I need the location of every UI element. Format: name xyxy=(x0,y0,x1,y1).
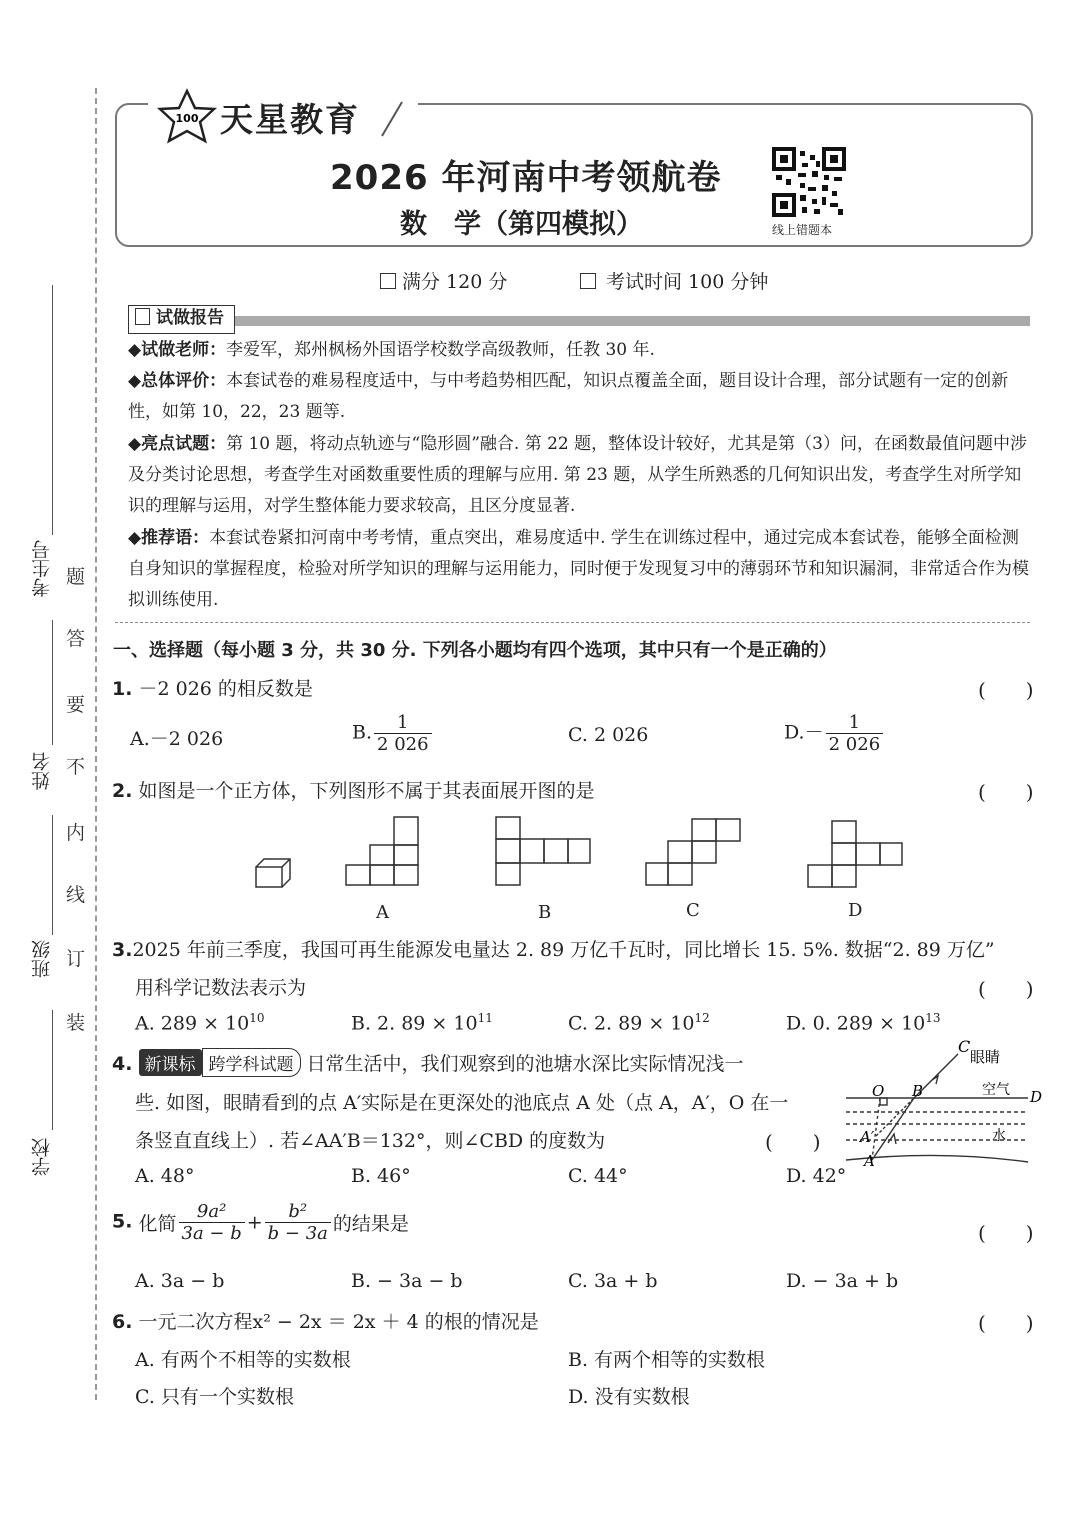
option-c[interactable]: C. 2 026 xyxy=(568,724,649,746)
report-teacher: ◆试做老师：李爱军，郑州枫杨外国语学校数学高级教师，任教 30 年. xyxy=(128,340,655,360)
answer-paren[interactable]: ( ) xyxy=(978,1221,1034,1245)
option-b[interactable]: B. − 3a − b xyxy=(351,1270,463,1292)
report-divider xyxy=(115,622,1030,623)
new-curriculum-tag: 新课标 xyxy=(139,1049,202,1076)
question-4-line1: 4. 新课标 跨学科试题 日常生活中，我们观察到的池塘水深比实际情况浅一 xyxy=(112,1048,744,1077)
exam-number-line xyxy=(52,285,53,535)
question-6: 6. 一元二次方程x² − 2x ＝ 2x ＋ 4 的根的情况是 xyxy=(112,1311,539,1333)
option-d[interactable]: D. 0. $289 \times 10^{13}$ xyxy=(786,1011,941,1035)
school-line xyxy=(52,1010,53,1130)
net-b xyxy=(496,817,590,885)
net-label-c: C xyxy=(686,900,700,921)
warning-char: 线 xyxy=(66,884,86,906)
option-b[interactable]: B. 有两个相等的实数根 xyxy=(568,1349,766,1371)
option-a[interactable]: A. 3a − b xyxy=(135,1270,225,1292)
question-3-line2: 用科学记数法表示为 xyxy=(135,977,307,999)
school-label: 学校 xyxy=(31,1138,53,1176)
exam-time-text: 考试时间 100 分钟 xyxy=(606,271,769,293)
teacher-label: 试做老师： xyxy=(141,340,227,360)
option-a[interactable]: A.－2 026 xyxy=(130,728,224,750)
warning-char: 装 xyxy=(66,1012,86,1034)
binding-dashed-line xyxy=(95,88,97,1400)
teacher-text: 李爱军，郑州枫杨外国语学校数学高级教师，任教 30 年. xyxy=(226,340,655,360)
net-label-a: A xyxy=(376,902,389,923)
report-heading-text: 试做报告 xyxy=(156,308,224,328)
warning-char: 题 xyxy=(66,566,86,588)
option-c[interactable]: C. 3a + b xyxy=(568,1270,658,1292)
exam-number-label: 考生号 xyxy=(31,540,53,597)
cube-nets-figure xyxy=(250,815,910,895)
recommend-text: 本套试卷紧扣河南中考考情，重点突出，难易度适中. 学生在训练过程中，通过完成本套试卷，能够全面检测自身知识的掌握程度，检验对所学知识的理解与运用能力，同时便于发现复习中的薄弱环节和知识漏洞，非常适合作为模拟训练使用. xyxy=(128,528,1029,610)
option-c[interactable]: C. 2. $89 \times 10^{12}$ xyxy=(568,1011,710,1035)
highlight-text: 第 10 题，将动点轨迹与“隐形圆”融合. 第 22 题，整体设计较好，尤其是第（3）问，在函数最值问题中涉及分类讨论思想，考查学生对函数重要性质的理解与应用. 第 23 题，从学生所熟悉的几何知识出发，考查学生对所学知识的理解与运用，对学生整体能力要求较高，且区分度显著. xyxy=(128,434,1027,516)
warning-char: 不 xyxy=(66,756,86,778)
question-text: －2 026 的相反数是 xyxy=(138,678,313,700)
section-heading: 一、选择题（每小题 3 分，共 30 分. 下列各小题均有四个选项，其中只有一个是正确的） xyxy=(113,640,837,661)
question-number: 1. xyxy=(112,678,133,700)
pond-refraction-figure xyxy=(840,1037,1043,1175)
class-label: 班级 xyxy=(31,940,53,978)
point-b-label: B xyxy=(912,1082,924,1100)
name-line xyxy=(52,620,53,745)
full-score-row xyxy=(380,267,507,294)
name-label: 姓名 xyxy=(31,752,53,790)
option-a[interactable]: A. 48° xyxy=(135,1165,195,1187)
warning-char: 答 xyxy=(66,628,86,650)
exam-title: 2026 年河南中考领航卷 xyxy=(330,158,722,198)
class-line xyxy=(52,815,53,935)
overall-text: 本套试卷的难易程度适中，与中考趋势相匹配，知识点覆盖全面，题目设计合理，部分试题有一定的创新性，如第 10，22，23 题等. xyxy=(128,371,1009,422)
highlight-label: 亮点试题： xyxy=(141,434,227,454)
option-d[interactable]: D.－ $\frac{1}{2 026}$ xyxy=(784,712,885,755)
report-heading-bar xyxy=(128,316,1030,326)
exam-time-row xyxy=(580,267,768,294)
overall-label: 总体评价： xyxy=(141,371,227,391)
report-heading xyxy=(128,305,235,334)
net-label-d: D xyxy=(848,900,863,921)
question-4-line2: 些. 如图，眼睛看到的点 A′实际是在更深处的池底点 A 处（点 A，A′，O 在一 xyxy=(135,1092,789,1114)
question-3-line1: 3.2025 年前三季度，我国可再生能源发电量达 2. 89 万亿千瓦时，同比增长 15. 5%. 数据“2. 89 万亿” xyxy=(112,939,995,961)
report-recommend: ◆推荐语：本套试卷紧扣河南中考考情，重点突出，难易度适中. 学生在训练过程中，通过完成本套试卷，能够全面检测自身知识的掌握程度，检验对所学知识的理解与运用能力，同时便于发现复习中的薄弱环节和知识漏洞，非常适合作为模拟训练使用. xyxy=(128,528,1029,610)
report-overall: ◆总体评价：本套试卷的难易程度适中，与中考趋势相匹配，知识点覆盖全面，题目设计合理，部分试题有一定的创新性，如第 10，22，23 题等. xyxy=(128,371,1009,422)
logo-badge-text: 100 xyxy=(175,112,199,125)
qr-caption: 线上错题本 xyxy=(772,223,833,237)
exam-subtitle: 数 学（第四模拟） xyxy=(400,209,643,240)
option-b[interactable]: B. 2. $89 \times 10^{11}$ xyxy=(351,1011,493,1035)
question-5: 5. 化简 $\frac{\text{9a²}}{3a - b}$ + $\frac{\text{b²}}{b - 3a}$ 的结果是 xyxy=(112,1201,409,1244)
point-a-label: A xyxy=(864,1152,875,1170)
answer-paren[interactable]: ( ) xyxy=(978,977,1034,1001)
cube-icon xyxy=(256,859,290,887)
answer-paren[interactable]: ( ) xyxy=(978,1311,1034,1335)
slash-decoration xyxy=(378,98,408,138)
star-logo-icon xyxy=(152,88,222,146)
qr-code-icon[interactable] xyxy=(772,147,846,217)
option-c[interactable]: C. 只有一个实数根 xyxy=(135,1386,294,1408)
warning-char: 订 xyxy=(66,948,86,970)
logo-area xyxy=(148,88,418,148)
brand-name: 天星教育 xyxy=(220,100,360,139)
net-label-b: B xyxy=(538,902,552,923)
point-c-label: C xyxy=(958,1037,971,1056)
point-d-label: D xyxy=(1030,1088,1043,1106)
clock-box-icon xyxy=(580,273,596,289)
warning-char: 内 xyxy=(66,822,86,844)
document-icon xyxy=(135,308,150,325)
air-label: 空气 xyxy=(982,1082,1010,1098)
pencil-box-icon xyxy=(380,273,396,289)
answer-paren[interactable]: ( ) xyxy=(978,678,1034,702)
warning-char: 要 xyxy=(66,694,86,716)
point-o-label: O xyxy=(872,1082,885,1100)
option-d[interactable]: D. − 3a + b xyxy=(786,1270,899,1292)
recommend-label: 推荐语： xyxy=(141,528,210,548)
option-a[interactable]: A. $289 \times 10^{10}$ xyxy=(135,1011,265,1035)
point-a-prime-label: A′ xyxy=(860,1128,875,1146)
question-4-line3: 条竖直直线上）. 若∠AA′B＝132°，则∠CBD 的度数为 xyxy=(135,1130,606,1152)
question-1 xyxy=(112,674,313,701)
option-a[interactable]: A. 有两个不相等的实数根 xyxy=(135,1349,351,1371)
net-d xyxy=(808,821,902,887)
water-label: 水 xyxy=(992,1128,1006,1144)
option-b[interactable]: B. $\frac{1}{2 026}$ xyxy=(352,712,434,755)
answer-paren[interactable]: ( ) xyxy=(978,780,1034,804)
option-d[interactable]: D. 没有实数根 xyxy=(568,1386,690,1408)
full-score-text: 满分 120 分 xyxy=(402,271,508,293)
cross-subject-tag: 跨学科试题 xyxy=(202,1048,301,1077)
option-b[interactable]: B. 46° xyxy=(351,1165,411,1187)
eye-label: 眼睛 xyxy=(970,1048,1001,1066)
refracted-ray xyxy=(872,1098,914,1160)
option-c[interactable]: C. 44° xyxy=(568,1165,628,1187)
answer-paren[interactable]: ( ) xyxy=(765,1130,821,1154)
question-2: 2. 如图是一个正方体，下列图形不属于其表面展开图的是 xyxy=(112,780,595,802)
option-d[interactable]: D. 42° xyxy=(786,1165,847,1187)
report-highlight: ◆亮点试题：第 10 题，将动点轨迹与“隐形圆”融合. 第 22 题，整体设计较好，尤其是第（3）问，在函数最值问题中涉及分类讨论思想，考查学生对函数重要性质的理解与应用. 第 23 题，从学生所熟悉的几何知识出发，考查学生对所学知识的理解与运用，对学生整体能力要求较高，且区分度显著. xyxy=(128,434,1027,516)
net-a xyxy=(346,817,418,885)
net-c xyxy=(646,819,740,885)
